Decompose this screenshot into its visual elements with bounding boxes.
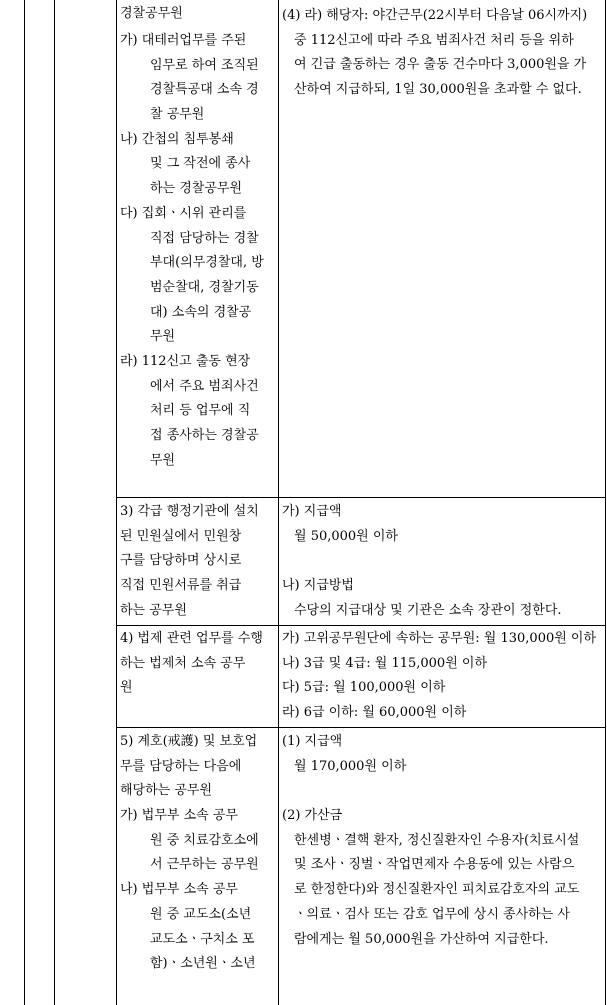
table-border-right: [605, 0, 606, 1005]
col3-row5: [282, 730, 579, 952]
col3-top-text: [282, 4, 587, 103]
text-line: 한센병ㆍ결핵 환자, 정신질환자인 수용자(치료시설: [294, 832, 580, 848]
col2-row3: [120, 500, 259, 623]
text-line: 무원: [150, 329, 176, 345]
text-line: 산하여 지급하되, 1일 30,000원을 초과할 수 없다.: [294, 82, 582, 98]
col3-row3: [282, 500, 562, 623]
text-line: 직접 민원서류를 취급: [120, 578, 242, 594]
text-line: [282, 779, 579, 804]
text-line: 가) 법무부 소속 공무: [120, 808, 238, 824]
col2-row5: [120, 730, 259, 977]
text-line: 가) 대테러업무를 주된: [120, 33, 247, 48]
col3-row4: [282, 627, 596, 726]
text-line: 임무로 하여 조직된: [150, 57, 259, 73]
text-line: (2) 가산금: [282, 808, 343, 824]
text-line: 대) 소속의 경찰공: [150, 304, 252, 320]
text-line: 다) 집회ㆍ시위 관리를: [120, 205, 247, 221]
text-line: 및 조사ㆍ징벌ㆍ작업면제자 수용동에 있는 사람으: [294, 857, 575, 873]
column-divider-3: [278, 0, 279, 1005]
text-line: 하는 경찰공무원: [150, 181, 243, 197]
text-line: (4) 라) 해당자: 야간근무(22시부터 다음날 06시까지): [282, 8, 588, 23]
text-line: 서 근무하는 공무원: [150, 857, 259, 873]
table-border-left: [24, 0, 25, 1005]
text-line: 하는 공무원: [120, 602, 187, 618]
text-line: 나) 법무부 소속 공무: [120, 882, 238, 898]
text-line: 경찰특공대 소속 경: [150, 82, 259, 98]
text-line: 수당의 지급대상 및 기관은 소속 장관이 정한다.: [294, 602, 562, 618]
text-line: 직접 담당하는 경찰: [150, 230, 259, 246]
text-line: 원 중 교도소(소년: [150, 906, 252, 922]
text-line: 가) 고위공무원단에 속하는 공무원: 월 130,000원 이하: [282, 631, 597, 646]
text-line: (1) 지급액: [282, 734, 343, 749]
text-line: 3) 각급 행정기관에 설치: [120, 504, 259, 519]
text-line: 원: [120, 680, 133, 696]
col2-top-continuation: 경찰공무원: [120, 6, 183, 21]
text-line: 함)ㆍ소년원ㆍ소년: [150, 956, 256, 972]
text-line: 5) 계호(戒護) 및 보호업: [120, 734, 258, 749]
text-line: 찰 공무원: [150, 107, 205, 123]
text-line: 라) 112신고 출동 현장: [120, 353, 251, 369]
text-line: 및 그 작전에 종사: [150, 156, 251, 172]
row-divider-4: [116, 625, 606, 626]
text-line: 무를 담당하는 다음에: [120, 758, 242, 774]
column-divider-1: [54, 0, 55, 1005]
column-divider-2: [116, 0, 117, 1005]
text-line: 나) 지급방법: [282, 578, 354, 594]
text-line: 교도소ㆍ구치소 포: [150, 931, 255, 947]
text-line: 해당하는 공무원: [120, 783, 213, 799]
text-line: 로 한정한다)와 정신질환자인 피치료감호자의 교도: [294, 882, 580, 898]
text-line: ㆍ의료ㆍ검사 또는 감호 업무에 상시 종사하는 사: [294, 906, 570, 922]
col2-row4: [120, 627, 263, 701]
text-line: 가) 지급액: [282, 504, 342, 519]
text-line: 여 긴급 출동하는 경우 출동 건수마다 3,000원을 가: [294, 57, 587, 73]
text-line: 부대(의무경찰대, 방: [150, 255, 264, 271]
text-line: 접 종사하는 경찰공: [150, 428, 259, 443]
text-line: 원 중 치료감호소에: [150, 832, 259, 848]
text-line: 구를 담당하며 상시로: [120, 553, 242, 569]
text-line: 무원: [150, 452, 176, 468]
text-line: 범순찰대, 경찰기동: [150, 279, 259, 295]
text-line: 된 민원실에서 민원창: [120, 528, 242, 544]
text-line: 중 112신고에 따라 주요 범죄사건 처리 등을 위하: [294, 32, 574, 48]
text-line: 4) 법제 관련 업무를 수행: [120, 631, 263, 646]
text-line: 월 170,000원 이하: [294, 758, 407, 774]
text-line: 라) 6급 이하: 월 60,000원 이하: [282, 705, 467, 721]
text-line: 나) 3급 및 4급: 월 115,000원 이하: [282, 655, 488, 671]
text-line: 람에게는 월 50,000원을 가산하여 지급한다.: [294, 931, 549, 947]
row-divider-3: [116, 497, 606, 498]
text-line: 월 50,000원 이하: [294, 528, 398, 544]
text-line: 에서 주요 범죄사건: [150, 378, 259, 394]
text-line: [282, 549, 562, 574]
col2-police-items: [120, 29, 264, 473]
row-divider-5: [116, 727, 606, 728]
text-line: 다) 5급: 월 100,000원 이하: [282, 680, 446, 696]
text-line: 처리 등 업무에 직: [150, 403, 251, 419]
text-line: 나) 간첩의 침투봉쇄: [120, 131, 234, 147]
text-line: 하는 법제처 소속 공무: [120, 655, 246, 671]
